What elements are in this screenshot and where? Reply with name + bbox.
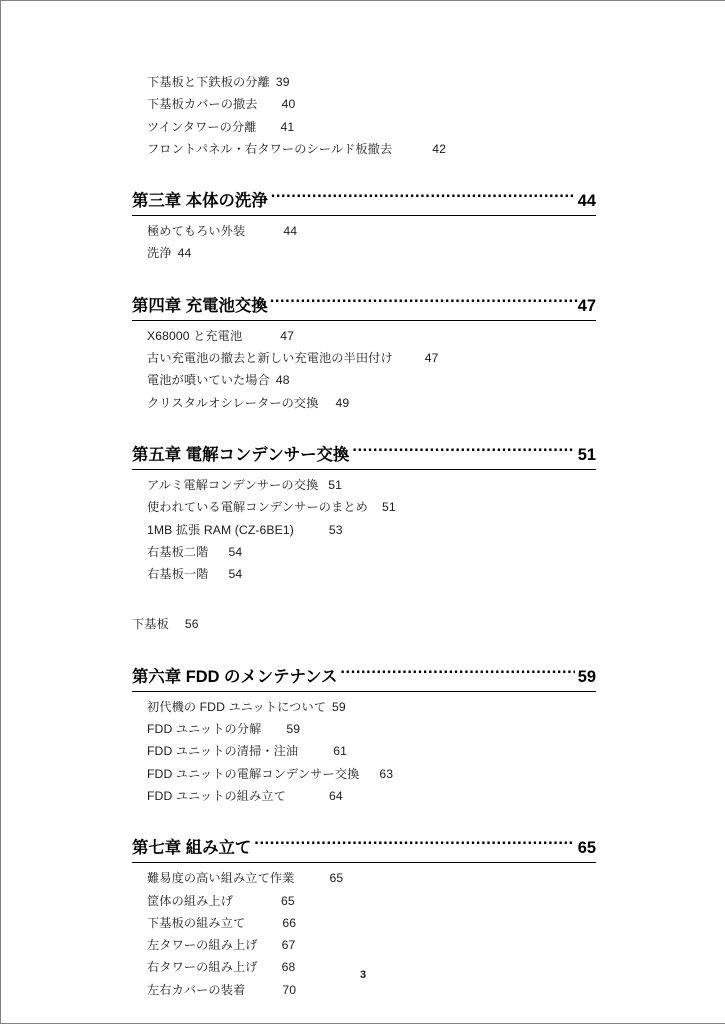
toc-entry-page: 67	[281, 938, 296, 953]
leader-dots	[352, 442, 574, 460]
toc-entry-title: 1MB 拡張 RAM (CZ-6BE1)	[147, 522, 294, 537]
toc-entry[interactable]	[147, 496, 596, 518]
toc-chapter-page: 44	[577, 192, 596, 211]
toc-chapter-title: 第三章 本体の洗浄	[132, 192, 268, 211]
toc-entry-page: 51	[328, 477, 343, 492]
toc-entry[interactable]	[147, 763, 596, 785]
toc-chapter-page: 65	[577, 839, 596, 858]
table-of-contents	[132, 71, 596, 1001]
toc-entry-title: 右基板一階	[147, 567, 209, 582]
toc-entry-title: 左右カバーの装着	[147, 982, 246, 997]
toc-entry-title: 下基板と下鉄板の分離	[147, 75, 270, 89]
leader-dots	[271, 188, 575, 206]
toc-entry-page: 59	[332, 699, 346, 714]
toc-entry-title: 筐体の組み上げ	[147, 893, 234, 908]
leader-dots	[340, 664, 574, 682]
toc-entry[interactable]	[147, 369, 596, 391]
toc-entry[interactable]	[147, 474, 596, 496]
toc-entry-page: 65	[281, 893, 295, 908]
toc-entry-title: 電池が噴いていた場合	[147, 373, 270, 388]
toc-entry-page: 40	[281, 97, 296, 112]
toc-chapter-title: 第六章 FDD のメンテナンス	[132, 667, 338, 686]
section-spacer	[132, 636, 596, 664]
toc-entry[interactable]	[147, 71, 596, 93]
toc-chapter-heading[interactable]	[132, 442, 596, 470]
toc-entry-title: FDD ユニットの組み立て	[147, 788, 286, 803]
toc-entry[interactable]	[147, 541, 596, 563]
toc-entry-page: 56	[184, 617, 199, 632]
toc-entry-title: 使われている電解コンデンサーのまとめ	[147, 500, 368, 515]
toc-chapter-title: 第五章 電解コンデンサー交換	[132, 445, 350, 464]
toc-chapter-entries	[132, 696, 596, 807]
toc-entry-page: 47	[280, 328, 295, 343]
toc-chapter-entries	[132, 220, 596, 265]
toc-entry-page: 44	[177, 246, 192, 261]
toc-entry-page: 59	[286, 722, 301, 737]
section-spacer	[132, 160, 596, 188]
toc-entry[interactable]	[147, 242, 596, 264]
toc-entry-page: 41	[280, 119, 295, 134]
toc-entry-title: フロントパネル・右タワーのシールド板撤去	[147, 141, 393, 156]
toc-entry-title: 初代機の FDD ユニットについて	[147, 699, 327, 714]
toc-entry-title: ツインタワーの分離	[147, 119, 257, 134]
section-spacer	[132, 265, 596, 293]
toc-entry-page: 65	[329, 871, 344, 886]
toc-chapter-title: 第七章 組み立て	[132, 839, 252, 858]
toc-chapter-title: 第四章 充電池交換	[132, 296, 268, 315]
toc-entry[interactable]	[147, 392, 596, 414]
toc-entry[interactable]	[147, 563, 596, 585]
toc-chapter-entries	[132, 325, 596, 414]
toc-entry-title: 下基板カバーの撤去	[147, 97, 258, 112]
toc-entry[interactable]	[147, 979, 596, 1001]
toc-entry-title: 難易度の高い組み立て作業	[147, 871, 295, 886]
toc-entry-title: 極めてもろい外装	[147, 224, 246, 239]
toc-entry-page: 54	[228, 544, 243, 559]
toc-entry[interactable]	[147, 934, 596, 956]
toc-entry-title: 洗浄	[147, 246, 172, 261]
toc-entry[interactable]	[147, 325, 596, 347]
toc-entry-page: 39	[275, 75, 290, 89]
toc-entry-title: X68000 と充電池	[147, 328, 243, 343]
toc-entry-title: 古い充電池の撤去と新しい充電池の半田付け	[147, 351, 393, 366]
toc-entry[interactable]	[147, 93, 596, 115]
toc-entry-title: 下基板の組み立て	[147, 915, 246, 930]
toc-chapter-heading[interactable]	[132, 293, 596, 321]
toc-entry-title: 下基板	[132, 617, 169, 632]
toc-entry-page: 42	[432, 141, 447, 156]
toc-chapter-page: 51	[577, 445, 596, 464]
toc-chapter-page: 59	[577, 667, 596, 686]
toc-entry-title: FDD ユニットの分解	[147, 722, 262, 737]
toc-chapter-heading[interactable]	[132, 835, 596, 863]
toc-chapter-page: 47	[577, 296, 596, 315]
toc-entry[interactable]	[147, 867, 596, 889]
toc-entry[interactable]	[147, 890, 596, 912]
toc-entry-page: 44	[283, 224, 298, 239]
toc-entry-page: 51	[381, 500, 396, 515]
toc-standalone-entry[interactable]	[132, 613, 596, 635]
toc-entry-page: 49	[335, 395, 350, 410]
page-number: 3	[359, 969, 367, 981]
toc-entry[interactable]	[147, 220, 596, 242]
toc-group-continued	[132, 71, 596, 160]
toc-entry-title: 左タワーの組み上げ	[147, 938, 258, 953]
leader-dots	[254, 835, 574, 853]
toc-entry-page: 53	[328, 522, 343, 537]
toc-entry-page: 61	[333, 744, 347, 759]
section-spacer	[132, 585, 596, 613]
toc-entry-page: 47	[424, 351, 439, 366]
toc-entry-page: 48	[275, 373, 290, 388]
toc-entry-page: 54	[228, 567, 243, 582]
toc-entry[interactable]	[147, 912, 596, 934]
toc-entry-title: FDD ユニットの電解コンデンサー交換	[147, 766, 360, 781]
toc-entry[interactable]	[147, 519, 596, 541]
toc-entry-title: 右タワーの組み上げ	[147, 960, 258, 975]
toc-entry-title: アルミ電解コンデンサーの交換	[147, 477, 319, 492]
leader-dots	[270, 293, 578, 311]
toc-entry[interactable]	[147, 718, 596, 740]
toc-entry-title: クリスタルオシレーターの交換	[147, 395, 319, 410]
toc-chapter-heading[interactable]	[132, 664, 596, 692]
toc-entry-title: FDD ユニットの清掃・注油	[147, 744, 299, 759]
toc-entry[interactable]	[147, 138, 596, 160]
toc-entry-page: 70	[282, 982, 297, 997]
toc-entry-title: 右基板二階	[147, 544, 209, 559]
toc-entry[interactable]	[147, 116, 596, 138]
toc-entry[interactable]	[147, 347, 596, 369]
toc-entry[interactable]	[147, 740, 596, 762]
section-spacer	[132, 807, 596, 835]
toc-entry[interactable]	[147, 785, 596, 807]
toc-chapter-entries	[132, 474, 596, 585]
toc-entry[interactable]	[147, 696, 596, 718]
toc-chapter-heading[interactable]	[132, 188, 596, 216]
toc-entry-page: 66	[282, 915, 297, 930]
toc-entry-page: 63	[379, 766, 394, 781]
toc-entry-page: 64	[328, 788, 343, 803]
toc-entry-page: 68	[281, 960, 296, 975]
section-spacer	[132, 414, 596, 442]
